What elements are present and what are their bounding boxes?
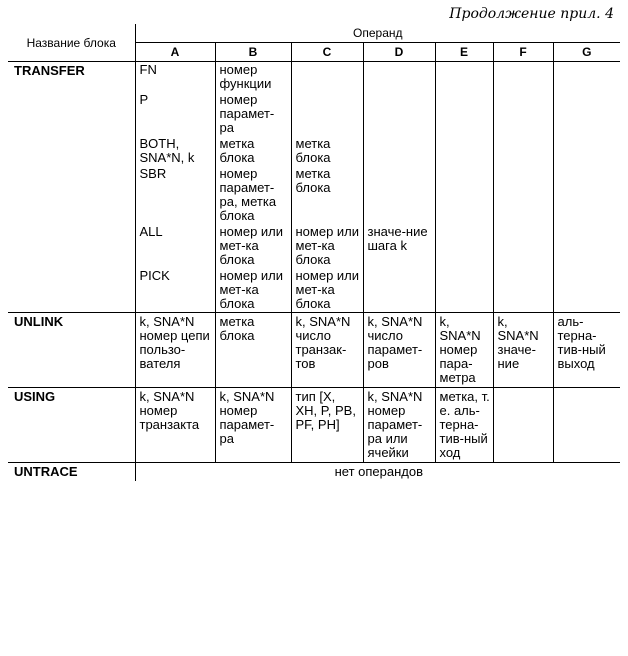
unlink-a: k, SNA*N номер цепи пользо-вателя <box>135 313 215 388</box>
col-a: A <box>135 43 215 62</box>
using-b: k, SNA*N номер парамет-ра <box>215 388 291 463</box>
col-e: E <box>435 43 493 62</box>
unlink-c: k, SNA*N число транзак-тов <box>291 313 363 388</box>
transfer-all-b: номер или мет-ка блока <box>215 224 291 268</box>
col-g: G <box>553 43 620 62</box>
col-c: C <box>291 43 363 62</box>
transfer-sbr-c: метка блока <box>291 166 363 224</box>
unlink-g: аль-терна-тив-ный выход <box>553 313 620 388</box>
header-block-name: Название блока <box>8 24 135 62</box>
untrace-operands: нет операндов <box>135 463 620 482</box>
transfer-all-c: номер или мет-ка блока <box>291 224 363 268</box>
using-f <box>493 388 553 463</box>
block-transfer: TRANSFER <box>14 63 85 78</box>
transfer-fn-b: номер функции <box>215 62 291 93</box>
block-untrace: UNTRACE <box>8 463 135 482</box>
transfer-both-b: метка блока <box>215 136 291 166</box>
transfer-fn-a: FN <box>135 62 215 93</box>
using-d: k, SNA*N номер парамет-ра или ячейки <box>363 388 435 463</box>
unlink-d: k, SNA*N число парамет-ров <box>363 313 435 388</box>
unlink-f: k, SNA*N значе-ние <box>493 313 553 388</box>
using-e: метка, т. е. аль-терна-тив-ный ход <box>435 388 493 463</box>
transfer-both-a: BOTH, SNA*N, k <box>135 136 215 166</box>
col-b: B <box>215 43 291 62</box>
col-d: D <box>363 43 435 62</box>
transfer-all-a: ALL <box>135 224 215 268</box>
operand-table <box>8 24 620 481</box>
block-using: USING <box>8 388 135 463</box>
transfer-p-a: P <box>135 92 215 136</box>
using-c: тип [X, XH, P, PB, PF, PH] <box>291 388 363 463</box>
transfer-all-d: значе-ние шага k <box>363 224 435 268</box>
header-operand: Операнд <box>135 24 620 43</box>
transfer-p-b: номер парамет-ра <box>215 92 291 136</box>
transfer-sbr-a: SBR <box>135 166 215 224</box>
transfer-sbr-b: номер парамет-ра, метка блока <box>215 166 291 224</box>
block-unlink: UNLINK <box>8 313 135 388</box>
transfer-both-c: метка блока <box>291 136 363 166</box>
unlink-e: k, SNA*N номер пара-метра <box>435 313 493 388</box>
continuation-label: Продолжение прил. 4 <box>449 6 614 22</box>
unlink-b: метка блока <box>215 313 291 388</box>
using-a: k, SNA*N номер транзакта <box>135 388 215 463</box>
col-f: F <box>493 43 553 62</box>
using-g <box>553 388 620 463</box>
transfer-pick-c: номер или мет-ка блока <box>291 268 363 313</box>
transfer-pick-b: номер или мет-ка блока <box>215 268 291 313</box>
transfer-pick-a: PICK <box>135 268 215 313</box>
